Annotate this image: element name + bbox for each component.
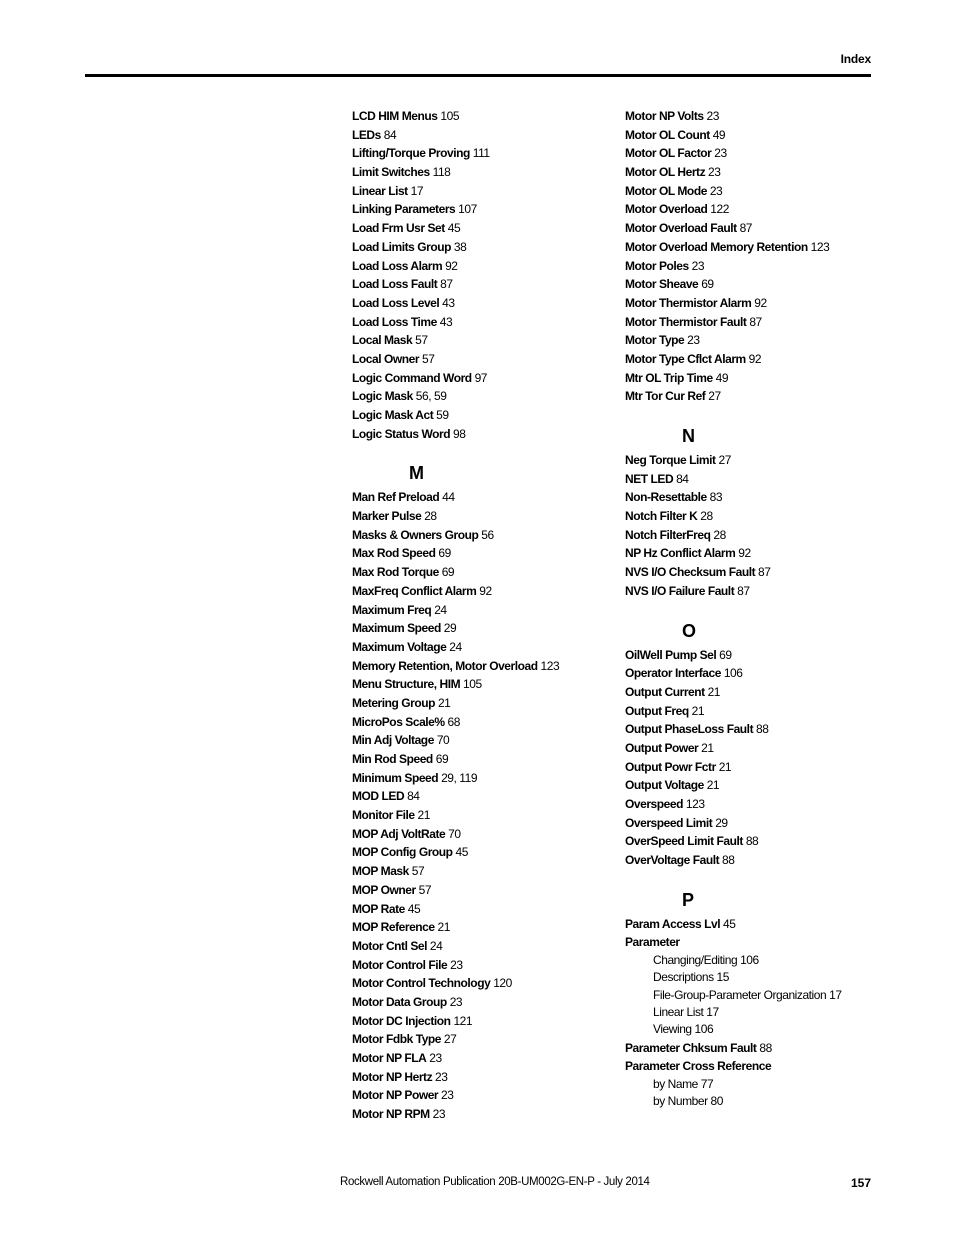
index-page-ref: 92: [738, 546, 751, 561]
index-term: Minimum Speed: [352, 770, 439, 785]
index-entry: [625, 758, 890, 777]
index-term: Output Current: [625, 684, 705, 699]
index-page-ref: 68: [447, 714, 460, 729]
index-term: Parameter Chksum Fault: [625, 1040, 757, 1055]
index-term: LCD HIM Menus: [352, 109, 438, 123]
index-page-ref: 38: [453, 239, 467, 254]
index-entry: [352, 862, 617, 881]
index-entry: [625, 664, 890, 683]
index-subentry: by Number 80: [653, 1094, 723, 1109]
index-term: Man Ref Preload: [352, 490, 440, 505]
index-term: Parameter Cross Reference: [625, 1059, 772, 1074]
index-entry: [352, 350, 617, 369]
index-entry: [625, 163, 890, 182]
index-entry: [625, 795, 890, 814]
index-page-ref: 69: [435, 752, 449, 766]
index-page-ref: 24: [449, 639, 462, 654]
index-page-ref: 118: [432, 165, 451, 180]
index-page-ref: 45: [455, 845, 468, 860]
index-term: Motor OL Hertz: [625, 165, 706, 180]
index-page-ref: 84: [676, 471, 689, 486]
index-entry: [352, 843, 617, 862]
index-term: Load Loss Alarm: [352, 258, 443, 273]
index-page-ref: 87: [739, 221, 753, 236]
index-entry: [352, 406, 617, 425]
index-entry: [625, 720, 890, 739]
index-page-ref: 57: [411, 864, 425, 879]
index-page-ref: 87: [737, 583, 750, 598]
index-entry: [352, 313, 617, 332]
index-letter-heading: M: [409, 463, 424, 484]
index-term: Logic Mask: [352, 389, 413, 404]
index-page-ref: 43: [439, 314, 453, 329]
index-page-ref: 84: [383, 127, 397, 142]
index-entry: [352, 638, 617, 657]
index-entry: [352, 974, 617, 993]
index-entry: [352, 993, 617, 1012]
index-entry: [625, 582, 890, 601]
index-term: Motor Overload: [625, 202, 708, 217]
index-entry: [625, 646, 890, 665]
index-entry: [352, 806, 617, 825]
index-entry: [625, 470, 890, 489]
index-page-ref: 23: [435, 1069, 448, 1084]
index-subentry: File-Group-Parameter Organization 17: [653, 987, 842, 1002]
index-term: NVS I/O Failure Fault: [625, 583, 735, 598]
index-term: MOD LED: [352, 789, 405, 804]
index-column-right: [625, 107, 890, 1111]
index-entry: [625, 238, 890, 257]
index-term: Operator Interface: [625, 666, 721, 681]
index-term: Motor NP Power: [352, 1088, 439, 1103]
index-term: Local Mask: [352, 333, 413, 348]
index-page-ref: 84: [407, 789, 420, 804]
index-term: Memory Retention, Motor Overload: [352, 658, 538, 673]
index-entry: [625, 702, 890, 721]
index-term: Non-Resettable: [625, 490, 707, 505]
index-entry: [352, 294, 617, 313]
index-term: Motor Overload Fault: [625, 221, 737, 236]
index-term: Output Power: [625, 740, 699, 755]
index-entry: [352, 257, 617, 276]
index-term: Logic Status Word: [352, 426, 451, 441]
index-entry: [625, 387, 890, 406]
index-term: Mtr Tor Cur Ref: [625, 389, 706, 404]
index-subentry: Descriptions 15: [653, 970, 729, 985]
footer-page-number: 157: [850, 1176, 871, 1190]
index-page-ref: 27: [443, 1032, 457, 1047]
index-term: Motor Sheave: [625, 277, 699, 292]
index-page-ref: 59: [436, 408, 449, 422]
index-term: Overspeed: [625, 797, 683, 811]
index-entry: [625, 851, 890, 870]
index-column-left: [352, 107, 617, 1124]
index-entry: [352, 526, 617, 545]
index-page-ref: 123: [810, 239, 830, 254]
index-term: Load Loss Fault: [352, 277, 438, 292]
index-entry: [625, 200, 890, 219]
index-entry: [352, 126, 617, 145]
index-term: Overspeed Limit: [625, 815, 713, 830]
index-entry: [625, 488, 890, 507]
index-term: Marker Pulse: [352, 509, 422, 524]
index-entry: [625, 683, 890, 702]
index-term: Max Rod Torque: [352, 565, 439, 580]
index-entry: [625, 526, 890, 545]
index-page-ref: 70: [448, 826, 461, 841]
header-rule: [85, 74, 871, 77]
index-page-ref: 92: [479, 583, 492, 598]
index-page-ref: 57: [415, 333, 428, 348]
index-page-ref: 56: [481, 527, 494, 542]
index-term: Notch FilterFreq: [625, 527, 711, 542]
index-page-ref: 69: [441, 565, 455, 580]
index-entry: [625, 1039, 890, 1058]
index-page-ref: 28: [713, 527, 726, 542]
index-term: Notch Filter K: [625, 509, 698, 524]
index-entry: [352, 601, 617, 620]
index-entry: [352, 369, 617, 388]
index-entry: [352, 694, 617, 713]
index-entry: [352, 1049, 617, 1068]
index-term: Maximum Speed: [352, 621, 441, 636]
index-term: Limit Switches: [352, 165, 430, 180]
index-term: Menu Structure, HIM: [352, 677, 461, 692]
index-entry: [352, 1068, 617, 1087]
index-page-ref: 69: [719, 647, 732, 662]
index-term: Local Owner: [352, 351, 420, 366]
index-term: Motor Overload Memory Retention: [625, 239, 808, 254]
index-entry: [625, 933, 890, 952]
index-term: MOP Mask: [352, 864, 409, 879]
index-entry: [625, 507, 890, 526]
index-term: Motor OL Count: [625, 127, 710, 142]
index-page-ref: 45: [447, 221, 461, 236]
index-entry: [625, 257, 890, 276]
index-page-ref: 21: [701, 740, 714, 755]
index-page-ref: 17: [410, 183, 424, 198]
index-page-ref: 121: [453, 1013, 473, 1028]
index-term: Output Freq: [625, 703, 689, 718]
index-term: Maximum Freq: [352, 602, 432, 617]
index-entry: [352, 219, 617, 238]
index-entry: [352, 200, 617, 219]
index-entry: [625, 294, 890, 313]
index-term: MOP Config Group: [352, 845, 453, 860]
index-entry: [625, 814, 890, 833]
index-term: Parameter: [625, 935, 680, 950]
index-entry: [625, 369, 890, 388]
index-term: Motor OL Factor: [625, 146, 712, 161]
index-entry: [352, 956, 617, 975]
index-entry: [352, 713, 617, 732]
index-term: Linear List: [352, 183, 408, 198]
index-term: Motor Fdbk Type: [352, 1032, 442, 1047]
section-header: Index: [840, 52, 871, 66]
index-term: MicroPos Scale%: [352, 714, 445, 729]
index-term: Motor Control Technology: [352, 976, 491, 991]
index-term: Output Powr Fctr: [625, 759, 716, 774]
index-entry: [352, 825, 617, 844]
index-page-ref: 28: [424, 509, 437, 524]
index-entry: [625, 313, 890, 332]
index-subentry: Viewing 106: [653, 1022, 714, 1037]
index-entry: [352, 750, 617, 769]
index-page-ref: 28: [700, 509, 713, 524]
footer-publication: Rockwell Automation Publication 20B-UM002G-EN-P - July 2014: [340, 1176, 650, 1188]
index-page-ref: 21: [417, 808, 430, 823]
index-entry: [352, 1030, 617, 1049]
index-page-ref: 21: [437, 695, 451, 710]
index-term: Lifting/Torque Proving: [352, 146, 470, 161]
index-term: NVS I/O Checksum Fault: [625, 565, 756, 580]
index-page-ref: 44: [442, 490, 455, 505]
index-page-ref: 24: [434, 602, 447, 617]
index-entry: [352, 107, 617, 126]
index-page-ref: 23: [708, 165, 721, 180]
index-entry: [352, 182, 617, 201]
index-term: MOP Owner: [352, 882, 416, 897]
index-term: Load Loss Level: [352, 295, 440, 310]
index-entry: [352, 881, 617, 900]
index-page-ref: 88: [722, 853, 735, 868]
index-term: Neg Torque Limit: [625, 453, 716, 467]
index-entry: [625, 182, 890, 201]
index-term: Mtr OL Trip Time: [625, 370, 713, 385]
index-page-ref: 49: [715, 370, 729, 385]
index-page-ref: 106: [723, 666, 743, 681]
index-entry: [625, 350, 890, 369]
index-page-ref: 45: [722, 916, 736, 931]
index-page-ref: 88: [745, 834, 759, 849]
index-term: OverSpeed Limit Fault: [625, 834, 743, 849]
index-term: Motor Control File: [352, 957, 448, 972]
index-page-ref: 92: [748, 351, 762, 366]
index-page-ref: 70: [436, 733, 450, 748]
index-page-ref: 23: [449, 994, 463, 1009]
index-page-ref: 57: [418, 882, 432, 897]
index-entry: [625, 739, 890, 758]
index-term: Masks & Owners Group: [352, 527, 479, 542]
index-page-ref: 57: [421, 351, 435, 366]
index-entry: [352, 563, 617, 582]
index-entry: [352, 787, 617, 806]
index-term: Motor Cntl Sel: [352, 938, 428, 953]
index-entry: [625, 915, 890, 934]
index-page-ref: 45: [407, 901, 421, 916]
index-page-ref: 23: [450, 957, 463, 972]
index-page-ref: 92: [445, 258, 458, 273]
index-page-ref: 23: [706, 109, 719, 123]
index-page-ref: 29, 119: [441, 770, 478, 785]
index-term: Metering Group: [352, 695, 436, 710]
index-term: MaxFreq Conflict Alarm: [352, 583, 477, 598]
index-page-ref: 88: [759, 1040, 772, 1055]
index-page-ref: 49: [712, 127, 726, 142]
index-page-ref: 27: [708, 389, 721, 404]
index-page-ref: 29: [443, 621, 457, 636]
index-page-ref: 123: [540, 658, 560, 673]
index-page-ref: 123: [685, 797, 705, 811]
index-entry: [625, 544, 890, 563]
index-page-ref: 120: [493, 976, 512, 991]
index-term: NET LED: [625, 471, 674, 486]
index-entry: [625, 832, 890, 851]
index-term: Min Adj Voltage: [352, 733, 434, 748]
index-entry: [352, 1105, 617, 1124]
index-term: Monitor File: [352, 808, 415, 823]
index-page-ref: 29: [715, 815, 728, 830]
index-term: Linking Parameters: [352, 202, 456, 217]
index-letter-heading: O: [682, 620, 697, 641]
index-term: OverVoltage Fault: [625, 853, 720, 868]
index-entry: [352, 657, 617, 676]
index-term: Motor DC Injection: [352, 1013, 451, 1028]
index-letter-heading: N: [682, 426, 695, 446]
index-page-ref: 23: [709, 183, 723, 198]
index-term: Logic Command Word: [352, 370, 472, 385]
index-term: Motor NP FLA: [352, 1051, 427, 1065]
index-entry: [352, 918, 617, 937]
index-term: Motor NP Volts: [625, 109, 704, 123]
index-term: MOP Adj VoltRate: [352, 826, 446, 841]
index-entry: [352, 1012, 617, 1031]
index-page-ref: 88: [756, 722, 769, 737]
index-entry: [352, 144, 617, 163]
index-entry: [352, 937, 617, 956]
index-page-ref: 105: [440, 109, 460, 123]
index-page-ref: 23: [714, 146, 727, 161]
index-entry: [352, 544, 617, 563]
index-term: Motor Poles: [625, 258, 689, 273]
index-entry: [352, 1086, 617, 1105]
index-page-ref: 21: [707, 684, 721, 699]
index-subentry: Changing/Editing 106: [653, 953, 759, 968]
index-page-ref: 69: [438, 546, 451, 561]
index-page-ref: 23: [687, 333, 700, 348]
index-page-ref: 111: [472, 146, 490, 161]
index-term: Motor NP RPM: [352, 1107, 430, 1122]
index-entry: [352, 900, 617, 919]
index-term: Load Limits Group: [352, 239, 452, 254]
index-page-ref: 21: [437, 920, 450, 935]
index-entry: [352, 331, 617, 350]
index-page-ref: 23: [691, 258, 705, 273]
index-term: MOP Reference: [352, 920, 435, 935]
index-term: Max Rod Speed: [352, 546, 436, 561]
index-term: Motor NP Hertz: [352, 1069, 433, 1084]
index-term: OilWell Pump Sel: [625, 647, 717, 662]
index-page-ref: 21: [691, 703, 705, 718]
index-entry: [625, 107, 890, 126]
index-term: Param Access Lvl: [625, 916, 721, 931]
index-page-ref: 92: [754, 295, 767, 310]
index-entry: [352, 387, 617, 406]
index-term: Maximum Voltage: [352, 639, 447, 654]
index-page-ref: 23: [432, 1107, 446, 1122]
index-letter-heading: P: [682, 889, 695, 910]
index-entry: [625, 776, 890, 795]
index-entry: [352, 488, 617, 507]
index-entry: [625, 1057, 890, 1076]
index-term: Output PhaseLoss Fault: [625, 722, 754, 737]
index-page-ref: 69: [701, 277, 714, 292]
index-page-ref: 87: [440, 277, 453, 292]
index-term: Motor Data Group: [352, 994, 447, 1009]
index-page-ref: 23: [429, 1051, 442, 1065]
index-term: Load Frm Usr Set: [352, 221, 445, 236]
index-entry: [625, 275, 890, 294]
index-term: Output Voltage: [625, 778, 704, 793]
index-entry: [352, 582, 617, 601]
index-page-ref: 97: [474, 370, 488, 385]
index-term: Motor Type: [625, 333, 685, 348]
index-term: Motor Type Cflct Alarm: [625, 351, 746, 366]
index-entry: [625, 144, 890, 163]
index-subentry: by Name 77: [653, 1076, 714, 1091]
index-entry: [625, 219, 890, 238]
index-term: MOP Rate: [352, 901, 405, 916]
index-entry: [625, 331, 890, 350]
index-entry: [352, 769, 617, 788]
index-page-ref: 122: [710, 202, 729, 217]
index-entry: [352, 619, 617, 638]
index-entry: [625, 451, 890, 470]
index-page-ref: 27: [718, 453, 731, 467]
index-page-ref: 105: [463, 677, 482, 692]
index-entry: [352, 731, 617, 750]
index-page-ref: 21: [718, 759, 732, 774]
index-entry: [352, 275, 617, 294]
index-entry: [352, 675, 617, 694]
index-page-ref: 56, 59: [415, 389, 447, 404]
index-term: Motor Thermistor Alarm: [625, 295, 752, 310]
index-entry: [352, 425, 617, 444]
index-page-ref: 87: [749, 314, 762, 329]
index-entry: [352, 163, 617, 182]
index-entry: [625, 563, 890, 582]
index-term: Motor Thermistor Fault: [625, 314, 747, 329]
index-page-ref: 83: [709, 490, 723, 505]
index-entry: [352, 507, 617, 526]
index-page-ref: 87: [758, 565, 771, 580]
index-term: Logic Mask Act: [352, 408, 434, 422]
index-entry: [625, 126, 890, 145]
index-page-ref: 98: [453, 426, 466, 441]
index-page-ref: 43: [442, 295, 455, 310]
index-term: Motor OL Mode: [625, 183, 707, 198]
index-page-ref: 107: [458, 202, 477, 217]
index-term: NP Hz Conflict Alarm: [625, 546, 736, 561]
index-term: Load Loss Time: [352, 314, 437, 329]
index-term: LEDs: [352, 127, 381, 142]
index-term: Min Rod Speed: [352, 752, 433, 766]
index-page-ref: 21: [706, 778, 720, 793]
index-subentry: Linear List 17: [653, 1005, 719, 1020]
index-page-ref: 23: [441, 1088, 454, 1103]
index-page-ref: 24: [429, 938, 443, 953]
index-entry: [352, 238, 617, 257]
